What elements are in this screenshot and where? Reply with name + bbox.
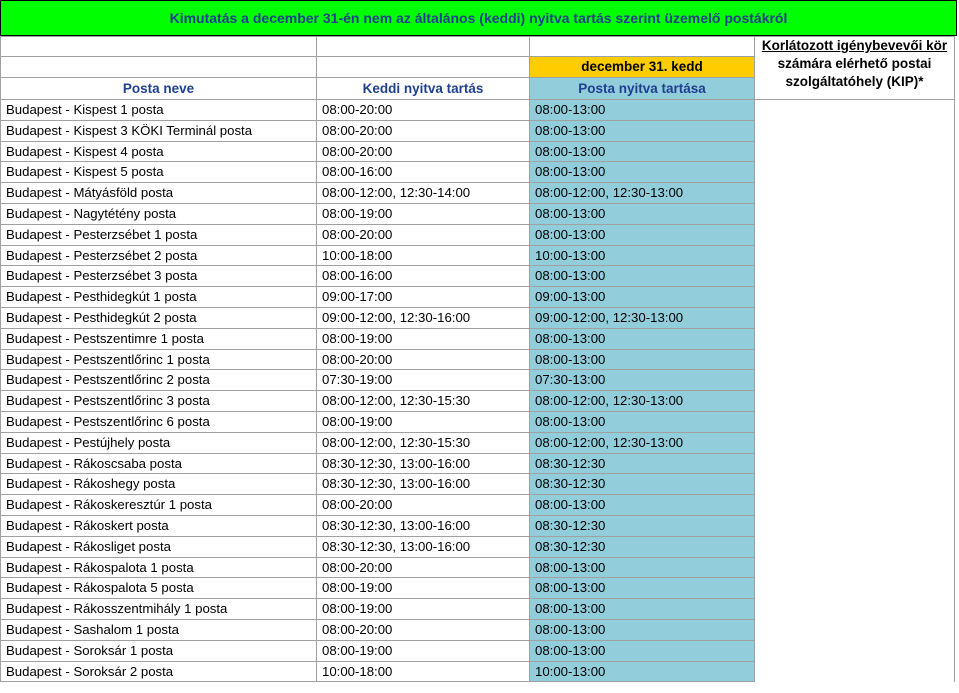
kip-cell[interactable]: [755, 120, 955, 141]
post-name-cell[interactable]: Budapest - Pesthidegkút 2 posta: [1, 307, 317, 328]
table-row: [1, 391, 955, 412]
kip-cell[interactable]: [755, 287, 955, 308]
table-row: [1, 432, 955, 453]
dec31-hours-cell[interactable]: 08:30-12:30: [530, 515, 755, 536]
tuesday-hours-cell[interactable]: 07:30-19:00: [317, 370, 530, 391]
post-name-cell[interactable]: Budapest - Rákoskeresztúr 1 posta: [1, 495, 317, 516]
kip-cell[interactable]: [755, 515, 955, 536]
kip-cell[interactable]: [755, 224, 955, 245]
table-row: [1, 266, 955, 287]
post-name-cell[interactable]: Budapest - Kispest 4 posta: [1, 141, 317, 162]
dec31-hours-cell[interactable]: 10:00-13:00: [530, 245, 755, 266]
empty-cell[interactable]: [1, 37, 317, 57]
post-name-cell[interactable]: Budapest - Nagytétény posta: [1, 203, 317, 224]
table-row: [1, 203, 955, 224]
dec31-hours-cell[interactable]: 08:00-13:00: [530, 411, 755, 432]
tuesday-hours-cell[interactable]: 08:30-12:30, 13:00-16:00: [317, 515, 530, 536]
table-row: [1, 307, 955, 328]
kip-cell[interactable]: [755, 640, 955, 661]
tuesday-hours-cell[interactable]: 09:00-12:00, 12:30-16:00: [317, 307, 530, 328]
kip-cell[interactable]: [755, 411, 955, 432]
tuesday-hours-cell[interactable]: 08:00-19:00: [317, 578, 530, 599]
hours-table-wrapper: [0, 36, 955, 682]
kip-cell[interactable]: [755, 349, 955, 370]
tuesday-hours-cell[interactable]: 08:30-12:30, 13:00-16:00: [317, 474, 530, 495]
post-name-cell[interactable]: Budapest - Kispest 5 posta: [1, 162, 317, 183]
dec31-hours-cell[interactable]: 08:00-12:00, 12:30-13:00: [530, 391, 755, 412]
tuesday-hours-cell[interactable]: 08:00-19:00: [317, 411, 530, 432]
tuesday-hours-cell[interactable]: 08:00-20:00: [317, 100, 530, 121]
dec31-hours-cell[interactable]: 08:00-13:00: [530, 203, 755, 224]
dec31-hours-cell[interactable]: 08:00-13:00: [530, 266, 755, 287]
post-name-cell[interactable]: Budapest - Rákosszentmihály 1 posta: [1, 599, 317, 620]
dec31-hours-cell[interactable]: 08:00-13:00: [530, 578, 755, 599]
tuesday-hours-cell[interactable]: 08:00-20:00: [317, 619, 530, 640]
dec31-hours-cell[interactable]: 10:00-13:00: [530, 661, 755, 682]
kip-header-line2: számára elérhető postai: [777, 56, 932, 71]
post-name-cell[interactable]: Budapest - Kispest 1 posta: [1, 100, 317, 121]
kip-cell[interactable]: [755, 557, 955, 578]
post-name-cell[interactable]: Budapest - Soroksár 2 posta: [1, 661, 317, 682]
post-name-cell[interactable]: Budapest - Rákoshegy posta: [1, 474, 317, 495]
table-row: [1, 370, 955, 391]
post-name-cell[interactable]: Budapest - Pesterzsébet 1 posta: [1, 224, 317, 245]
tuesday-hours-cell[interactable]: 08:00-16:00: [317, 266, 530, 287]
dec31-hours-cell[interactable]: 08:00-13:00: [530, 599, 755, 620]
post-name-cell[interactable]: Budapest - Rákospalota 5 posta: [1, 578, 317, 599]
tuesday-hours-cell[interactable]: 10:00-18:00: [317, 245, 530, 266]
dec31-hours-cell[interactable]: 08:30-12:30: [530, 474, 755, 495]
tuesday-hours-cell[interactable]: 08:00-20:00: [317, 120, 530, 141]
post-name-cell[interactable]: Budapest - Rákoskert posta: [1, 515, 317, 536]
table-row: [1, 661, 955, 682]
dec31-hours-cell[interactable]: 08:30-12:30: [530, 453, 755, 474]
tuesday-hours-cell[interactable]: 08:00-20:00: [317, 557, 530, 578]
post-name-cell[interactable]: Budapest - Rákospalota 1 posta: [1, 557, 317, 578]
kip-cell[interactable]: [755, 162, 955, 183]
dec31-hours-cell[interactable]: 09:00-12:00, 12:30-13:00: [530, 307, 755, 328]
name-column-header[interactable]: Posta neve: [1, 78, 317, 100]
tuesday-hours-header[interactable]: Keddi nyitva tartás: [317, 78, 530, 100]
tuesday-hours-cell[interactable]: 09:00-17:00: [317, 287, 530, 308]
kip-cell[interactable]: [755, 536, 955, 557]
kip-cell[interactable]: [755, 578, 955, 599]
post-name-cell[interactable]: Budapest - Pestújhely posta: [1, 432, 317, 453]
table-row: [1, 640, 955, 661]
kip-cell[interactable]: [755, 266, 955, 287]
post-name-cell[interactable]: Budapest - Rákoscsaba posta: [1, 453, 317, 474]
table-row: [1, 141, 955, 162]
kip-cell[interactable]: [755, 619, 955, 640]
post-name-cell[interactable]: Budapest - Mátyásföld posta: [1, 183, 317, 204]
table-row: [1, 599, 955, 620]
table-row: [1, 411, 955, 432]
dec31-hours-cell[interactable]: 08:00-13:00: [530, 120, 755, 141]
tuesday-hours-cell[interactable]: 08:00-19:00: [317, 328, 530, 349]
table-row: [1, 328, 955, 349]
table-row: [1, 287, 955, 308]
day-header[interactable]: december 31. kedd: [530, 57, 755, 78]
kip-cell[interactable]: [755, 432, 955, 453]
table-row: [1, 183, 955, 204]
post-name-cell[interactable]: Budapest - Kispest 3 KÖKI Terminál posta: [1, 120, 317, 141]
dec31-hours-cell[interactable]: 08:30-12:30: [530, 536, 755, 557]
tuesday-hours-cell[interactable]: 08:00-12:00, 12:30-15:30: [317, 432, 530, 453]
dec31-hours-cell[interactable]: 08:00-13:00: [530, 495, 755, 516]
table-row: [1, 515, 955, 536]
tuesday-hours-cell[interactable]: 08:00-20:00: [317, 224, 530, 245]
post-name-cell[interactable]: Budapest - Pesterzsébet 3 posta: [1, 266, 317, 287]
table-row: [1, 557, 955, 578]
dec31-hours-cell[interactable]: 08:00-13:00: [530, 100, 755, 121]
dec31-hours-cell[interactable]: 09:00-13:00: [530, 287, 755, 308]
kip-cell[interactable]: [755, 453, 955, 474]
table-row: [1, 578, 955, 599]
tuesday-hours-cell[interactable]: 08:00-19:00: [317, 599, 530, 620]
kip-cell[interactable]: [755, 141, 955, 162]
kip-cell[interactable]: [755, 391, 955, 412]
dec31-hours-cell[interactable]: 07:30-13:00: [530, 370, 755, 391]
table-row: [1, 245, 955, 266]
dec31-hours-cell[interactable]: 08:00-13:00: [530, 224, 755, 245]
empty-cell[interactable]: [1, 57, 317, 78]
post-name-cell[interactable]: Budapest - Pestszentimre 1 posta: [1, 328, 317, 349]
post-name-cell[interactable]: Budapest - Pestszentlőrinc 2 posta: [1, 370, 317, 391]
table-row: [1, 495, 955, 516]
tuesday-hours-cell[interactable]: 08:00-20:00: [317, 349, 530, 370]
tuesday-hours-cell[interactable]: 08:00-12:00, 12:30-14:00: [317, 183, 530, 204]
tuesday-hours-cell[interactable]: 08:00-20:00: [317, 141, 530, 162]
kip-cell[interactable]: [755, 203, 955, 224]
post-name-cell[interactable]: Budapest - Pestszentlőrinc 6 posta: [1, 411, 317, 432]
post-name-cell[interactable]: Budapest - Rákosliget posta: [1, 536, 317, 557]
empty-cell[interactable]: [317, 37, 530, 57]
table-row: [1, 224, 955, 245]
table-row: [1, 100, 955, 121]
table-row: [1, 162, 955, 183]
dec31-hours-cell[interactable]: 08:00-12:00, 12:30-13:00: [530, 432, 755, 453]
dec31-hours-cell[interactable]: 08:00-13:00: [530, 619, 755, 640]
dec31-hours-cell[interactable]: 08:00-13:00: [530, 640, 755, 661]
table-row: [1, 619, 955, 640]
kip-cell[interactable]: [755, 183, 955, 204]
kip-cell[interactable]: [755, 599, 955, 620]
post-name-cell[interactable]: Budapest - Pestszentlőrinc 1 posta: [1, 349, 317, 370]
tuesday-hours-cell[interactable]: 08:00-20:00: [317, 495, 530, 516]
kip-cell[interactable]: [755, 474, 955, 495]
post-name-cell[interactable]: Budapest - Pesterzsébet 2 posta: [1, 245, 317, 266]
tuesday-hours-cell[interactable]: 08:30-12:30, 13:00-16:00: [317, 453, 530, 474]
tuesday-hours-cell[interactable]: 08:00-12:00, 12:30-15:30: [317, 391, 530, 412]
kip-cell[interactable]: [755, 100, 955, 121]
dec31-hours-cell[interactable]: 08:00-13:00: [530, 162, 755, 183]
table-row: [1, 536, 955, 557]
hours-table: [0, 36, 955, 682]
dec31-hours-cell[interactable]: 08:00-13:00: [530, 141, 755, 162]
empty-cell[interactable]: [530, 37, 755, 57]
table-row: [1, 120, 955, 141]
post-name-cell[interactable]: Budapest - Pesthidegkút 1 posta: [1, 287, 317, 308]
post-hours-header[interactable]: Posta nyitva tartása: [530, 78, 755, 100]
kip-cell[interactable]: [755, 661, 955, 682]
dec31-hours-cell[interactable]: 08:00-13:00: [530, 557, 755, 578]
kip-cell[interactable]: [755, 328, 955, 349]
sheet-title: Kimutatás a december 31-én nem az általános (keddi) nyitva tartás szerint üzemelő postákról: [0, 0, 957, 36]
table-row: [1, 349, 955, 370]
post-name-cell[interactable]: Budapest - Pestszentlőrinc 3 posta: [1, 391, 317, 412]
kip-cell[interactable]: [755, 307, 955, 328]
table-row: [1, 474, 955, 495]
header-empty-row: [1, 37, 955, 57]
kip-header-line3: szolgáltatóhely (KIP)*: [785, 74, 924, 89]
dec31-hours-cell[interactable]: 08:00-12:00, 12:30-13:00: [530, 183, 755, 204]
tuesday-hours-cell[interactable]: 10:00-18:00: [317, 661, 530, 682]
kip-cell[interactable]: [755, 495, 955, 516]
table-row: [1, 453, 955, 474]
kip-cell[interactable]: [755, 245, 955, 266]
post-name-cell[interactable]: Budapest - Sashalom 1 posta: [1, 619, 317, 640]
tuesday-hours-cell[interactable]: 08:00-19:00: [317, 203, 530, 224]
kip-cell[interactable]: [755, 370, 955, 391]
kip-header-line1: Korlátozott igénybevevői kör: [761, 38, 948, 53]
kip-header[interactable]: [755, 37, 955, 100]
dec31-hours-cell[interactable]: 08:00-13:00: [530, 328, 755, 349]
dec31-hours-cell[interactable]: 08:00-13:00: [530, 349, 755, 370]
tuesday-hours-cell[interactable]: 08:00-19:00: [317, 640, 530, 661]
empty-cell[interactable]: [317, 57, 530, 78]
post-name-cell[interactable]: Budapest - Soroksár 1 posta: [1, 640, 317, 661]
tuesday-hours-cell[interactable]: 08:00-16:00: [317, 162, 530, 183]
tuesday-hours-cell[interactable]: 08:30-12:30, 13:00-16:00: [317, 536, 530, 557]
